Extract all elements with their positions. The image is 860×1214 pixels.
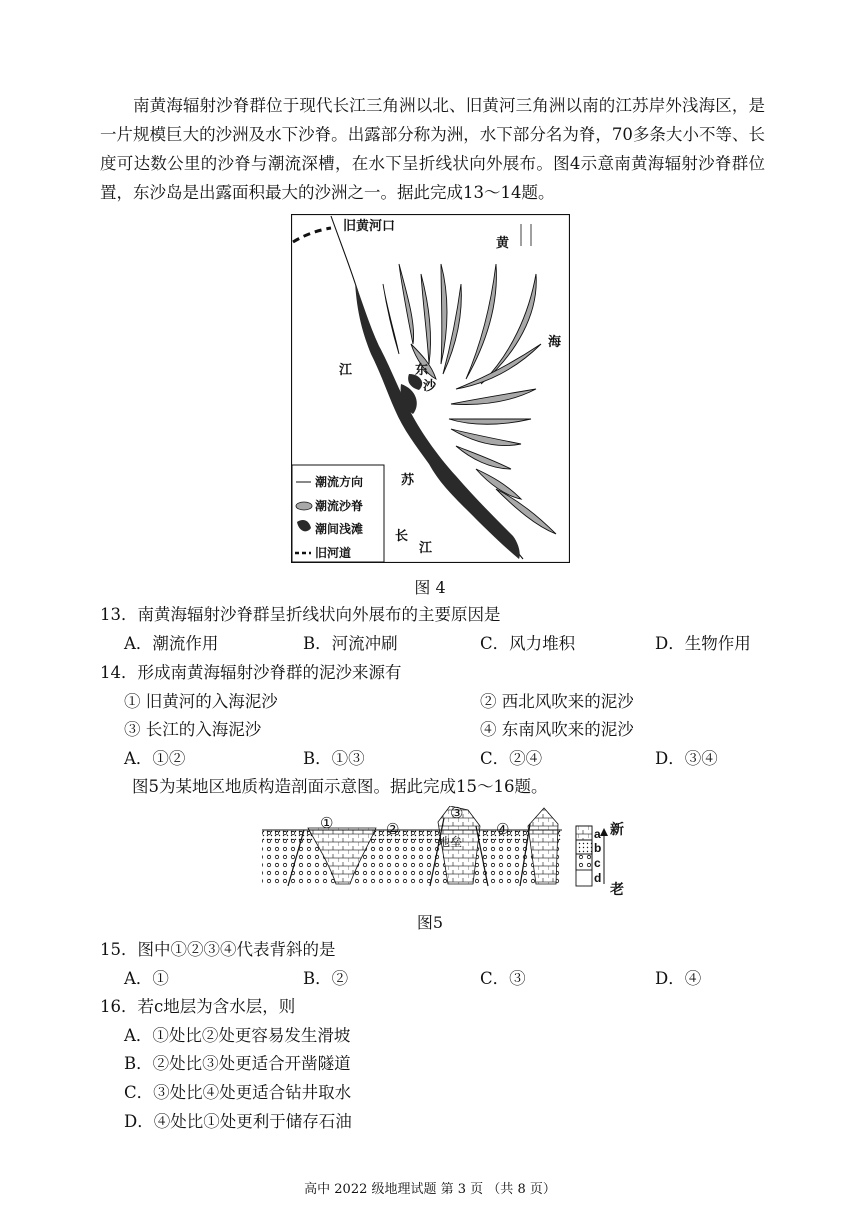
fig5-num-2: ② — [386, 822, 400, 838]
intro-2: 图5为某地区地质构造剖面示意图。据此完成15～16题。 — [132, 777, 548, 796]
label-chang: 长 — [395, 528, 409, 543]
strata-c: c — [594, 856, 601, 870]
legend-tidal-flat: 潮间浅滩 — [315, 522, 364, 536]
label-sha: 沙 — [423, 378, 437, 393]
q13-option-c: C．风力堆积 — [480, 634, 576, 653]
q14-statement-4: ④ 东南风吹来的泥沙 — [480, 720, 634, 739]
label-new: 新 — [610, 821, 624, 837]
figure-4-map — [291, 214, 570, 563]
fig5-num-3: ③ — [450, 806, 464, 822]
figure-5-section — [258, 806, 640, 898]
fig5-num-4: ④ — [496, 822, 510, 838]
legend — [292, 465, 384, 562]
q14-option-a: A．①② — [124, 749, 186, 768]
q13-option-b: B．河流冲刷 — [303, 634, 398, 653]
label-old: 老 — [610, 881, 624, 897]
q14-option-d: D．③④ — [655, 749, 718, 768]
q14-option-b: B．①③ — [303, 749, 365, 768]
page-footer: 高中 2022 级地理试题 第 3 页 （共 8 页） — [304, 1182, 556, 1197]
q16-stem: 16．若c地层为含水层，则 — [100, 997, 296, 1016]
fig5-num-1: ① — [320, 816, 334, 832]
figure-4-caption: 图 4 — [414, 578, 446, 597]
q15-option-d: D．④ — [655, 969, 702, 988]
q15-option-c: C．③ — [480, 969, 526, 988]
figure-5-caption: 图5 — [416, 913, 444, 932]
label-dong: 东 — [415, 362, 429, 377]
label-old-mouth: 旧黄河口 — [343, 218, 396, 233]
label-jiang: 江 — [339, 362, 353, 377]
q14-option-c: C．②④ — [480, 749, 543, 768]
strata-legend — [576, 821, 624, 897]
label-huang: 黄 — [496, 235, 510, 250]
legend-old-river: 旧河道 — [315, 546, 352, 560]
intro-paragraph: 南黄海辐射沙脊群位于现代长江三角洲以北、旧黄河三角洲以南的江苏岸外浅海区，是一片规模巨大的沙洲及水下沙脊。出露部分称为洲，水下部分名为脊，70多条大小不等、长度可达数公里的沙脊与潮流深槽，在水下呈折线状向外展布。图4示意南黄海辐射沙脊群位置，东沙岛是出露面积最大的沙洲之一。据此完成13～14题。 — [100, 96, 765, 202]
q15-option-b: B．② — [303, 969, 349, 988]
q13-option-a: A．潮流作用 — [124, 634, 219, 653]
q15-option-a: A．① — [124, 969, 169, 988]
q16-option-d: D．④处比①处更利于储存石油 — [124, 1112, 352, 1131]
q13-option-d: D．生物作用 — [655, 634, 751, 653]
q16-option-a: A．①处比②处更容易发生滑坡 — [124, 1026, 351, 1045]
q14-statement-1: ① 旧黄河的入海泥沙 — [124, 692, 278, 711]
fig5-horst-label: 地垒 — [438, 835, 463, 849]
q14-statement-2: ② 西北风吹来的泥沙 — [480, 692, 634, 711]
legend-sand-ridge: 潮流沙脊 — [315, 499, 364, 513]
q16-option-b: B．②处比③处更适合开凿隧道 — [124, 1054, 351, 1073]
label-su: 苏 — [401, 472, 415, 487]
q15-stem: 15．图中①②③④代表背斜的是 — [100, 940, 336, 959]
legend-tide-direction: 潮流方向 — [315, 475, 364, 489]
label-jiang2: 江 — [419, 540, 433, 555]
q13-stem: 13．南黄海辐射沙脊群呈折线状向外展布的主要原因是 — [100, 605, 501, 624]
strata-d: d — [594, 871, 602, 885]
strata-b: b — [594, 841, 602, 855]
label-hai: 海 — [548, 334, 562, 349]
strata-a: a — [594, 827, 601, 841]
q16-option-c: C．③处比④处更适合钻井取水 — [124, 1083, 352, 1102]
q14-stem: 14．形成南黄海辐射沙脊群的泥沙来源有 — [100, 663, 402, 682]
q14-statement-3: ③ 长江的入海泥沙 — [124, 720, 262, 739]
